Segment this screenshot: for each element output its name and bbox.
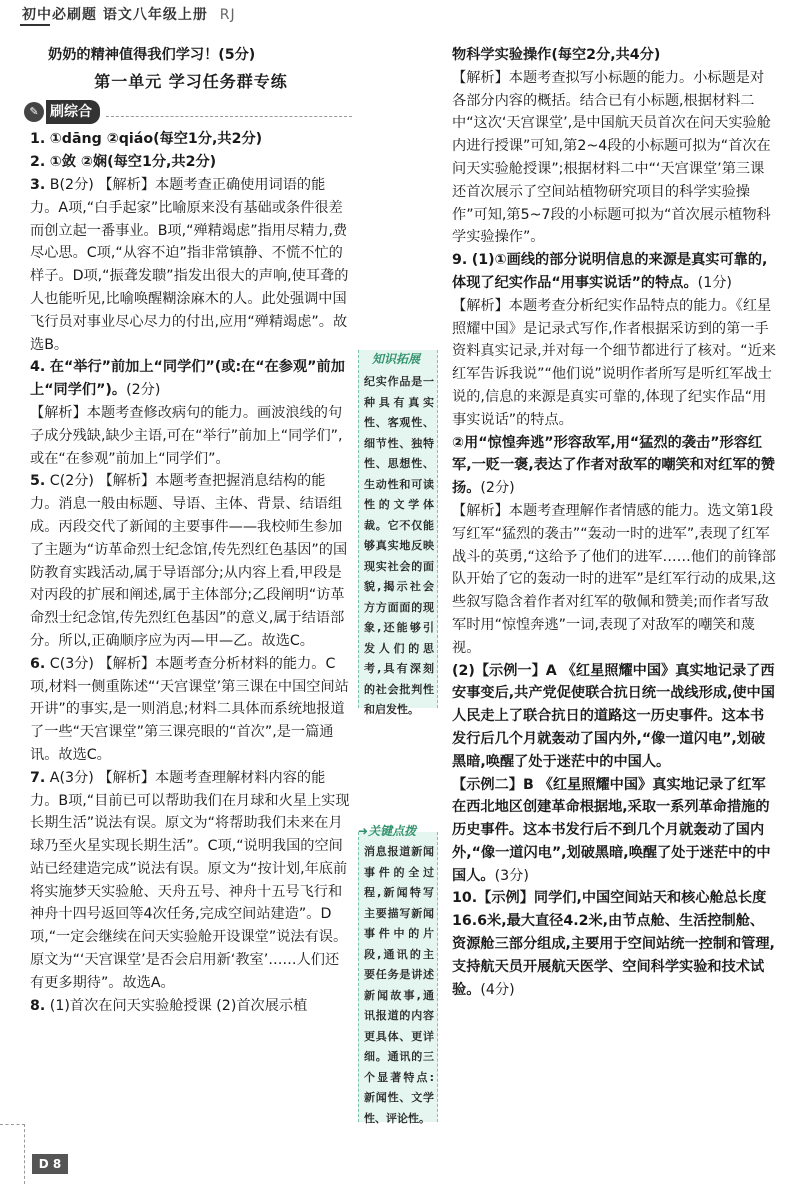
q-top-line: 奶奶的精神值得我们学习！(5分) — [48, 47, 256, 63]
answer-9-example-1: (2)【示例一】A 《红星照耀中国》真实地记录了西安事变后,共产党促使联合抗日统一战线形成,使中国人民走上了联合抗日的道路这一历史事件。这本书发行后几个月就轰动了国内外,“像一道闪电”,划破黑暗,唤醒了处于迷茫中的中国人。 — [452, 662, 775, 770]
answer-8: 8. (1)首次在问天实验舱授课 (2)首次展示植 — [30, 997, 308, 1014]
keypoint-box-title — [358, 822, 416, 839]
answer-2: 2. ①敛 ②娴(每空1分,共2分) — [30, 154, 217, 171]
answer-8-analysis: 【解析】本题考查拟写小标题的能力。小标题是对各部分内容的概括。结合已有小标题,根据材料二中“这次‘天宫课堂’,是中国航天员首次在问天实验舱内进行授课”可知,第2~4段的小标题可拟为“首次在问天实验舱授课”;根据材料二中“‘天宫课堂’第三课还首次展示了空间站植物研究项目的科学实验操作”可知,第5~7段的小标题可拟为“首次展示植物科学实验操作”。 — [452, 69, 771, 246]
answer-5: 5. C(2分) 【解析】本题考查把握消息结构的能力。消息一般由标题、导语、主体、背景、结语组成。丙段交代了新闻的主要事件——我校师生参加了主题为“访革命烈士纪念馆,传先烈红色基因”的国防教育实践活动,属于导语部分;从内容上看,甲段是对丙段的扩展和阐述,属于主体部分;乙段阐明“访革命烈士纪念馆,传先烈红色基因”的意义,属于结语部分。所以,正确顺序应为丙—甲—乙。故选C。 — [30, 473, 348, 649]
answer-10: 10.【示例】同学们,中国空间站天和核心舱总长度16.6米,最大直径4.2米,由节点舱、生活控制舱、资源舱三部分组成,主要用于空间站统一控制和管理,支持航天员开展航天医学、空间科学实验和技术试验。(4分) — [452, 890, 775, 998]
page-corner — [0, 1124, 25, 1184]
answer-6: 6. C(3分) 【解析】本题考查分析材料的能力。C项,材料一侧重陈述“‘天宫课堂’第三课在中国空间站开讲”的事实,是一则消息;材料二具体而系统地报道了一些“天宫课堂”第三课亮眼的“首次”,是一篇通讯。故选C。 — [30, 655, 349, 763]
answer-4-score: (2分) — [126, 382, 161, 399]
answer-7-text: A(3分) 【解析】本题考查理解材料内容的能力。B项,“目前已可以帮助我们在月球和火星上实现长期生活”说法有误。原文为“将帮助我们未来在月球乃至火星实现长期生活”。C项,“说明我国的空间站已经建造完成”说法有误。原文为“按计划,年底前将实施梦天实验舱、天舟五号、神舟十五号飞行和神舟十四号返回等4次任务,完成空间站建造”。D项,“一定会继续在问天实验舱开设课堂”说法有误。原文为“‘天宫课堂’是否会启用新‘教室’……人们还有更多期待”。故选A。 — [30, 769, 350, 991]
answer-9-1-score: (1分) — [697, 274, 732, 291]
page-number: D 8 — [32, 1154, 68, 1174]
knowledge-box-title: 知识拓展 — [372, 352, 421, 366]
answer-4-text: 在“举行”前加上“同学们”(或:在“在参观”前加上“同学们”)。 — [30, 359, 345, 399]
answer-8-cont: 物科学实验操作(每空2分,共4分) — [452, 47, 661, 63]
answer-1: 1. ①dāng ②qiáo(每空1分,共2分) — [30, 131, 263, 148]
keypoint-box-title-text: 关键点拨 — [368, 824, 417, 838]
section-badge — [24, 100, 352, 125]
answer-9-2-score: (2分) — [480, 480, 515, 497]
answer-9-1-text: (1)①画线的部分说明信息的来源是真实可靠的,体现了纪实作品“用事实说话”的特点。 — [452, 252, 768, 291]
left-column — [30, 44, 352, 1017]
answer-10-text: 【示例】同学们,中国空间站天和核心舱总长度16.6米,最大直径4.2米,由节点舱、生活控制舱、资源舱三部分组成,主要用于空间站统一控制和管理,支持航天员开展航天医学、空间科学实验和技术试验。 — [452, 890, 775, 998]
answer-4-analysis: 【解析】本题考查修改病句的能力。画波浪线的句子成分残缺,缺少主语,可在“举行”前加上“同学们”,或在“在参观”前加上“同学们”。 — [30, 404, 343, 467]
answer-6-text: C(3分) 【解析】本题考查分析材料的能力。C项,材料一侧重陈述“‘天宫课堂’第三课在中国空间站开讲”的事实,是一则消息;材料二具体而系统地报道了一些“天宫课堂”第三课亮眼的“首次”,是一篇通讯。故选C。 — [30, 655, 349, 763]
answer-8-text: (1)首次在问天实验舱授课 (2)首次展示植 — [49, 997, 308, 1014]
arrow-icon: ➜ — [358, 824, 369, 838]
answer-10-score: (4分) — [480, 981, 515, 998]
right-column — [452, 44, 777, 1001]
answer-9-1: 9. (1)①画线的部分说明信息的来源是真实可靠的,体现了纪实作品“用事实说话”的特点。(1分) — [452, 252, 768, 291]
section-divider — [106, 106, 352, 117]
answer-3-text: B(2分) 【解析】本题考查正确使用词语的能力。A项,“白手起家”比喻原来没有基础或条件很差而创立起一番事业。B项,“殚精竭虑”指用尽精力,费尽心思。C项,“从容不迫”指非常镇静、不慌不忙的样子。D项,“振聋发聩”指发出很大的声响,使耳聋的人也能听见,比喻唤醒糊涂麻木的人。此处强调中国飞行员对事业尽心尽力的付出,应用“殚精竭虑”。故选B。 — [30, 176, 349, 353]
answer-9-2 — [452, 432, 777, 500]
answer-9-2-analysis: 【解析】本题考查理解作者情感的能力。选文第1段写红军“猛烈的袭击”“轰动一时的进军”,表现了红军战斗的英勇,“这给予了他们的进军……他们的前锋部队开始了它的轰动一时的进军”是红军行动的成果,这些叙写隐含着作者对红军的敬佩和赞美;而作者写敌军时用“惊惶奔逃”一词,表现了对敌军的嘲笑和蔑视。 — [452, 502, 776, 656]
answer-9-example-2-score: (3分) — [494, 867, 529, 884]
keypoint-box-text: 消息报道新闻事件的全过程,新闻特写主要描写新闻事件中的片段,通讯的主要任务是讲述新闻故事,通讯报道的内容更具体、更详细。通讯的三个显著特点:新闻性、文学性、评论性。 — [364, 845, 434, 1125]
section-badge-label: 刷综合 — [46, 100, 100, 125]
answer-2-text: ①敛 ②娴(每空1分,共2分) — [49, 154, 217, 171]
answer-5-text: C(2分) 【解析】本题考查把握消息结构的能力。消息一般由标题、导语、主体、背景、结语组成。丙段交代了新闻的主要事件——我校师生参加了主题为“访革命烈士纪念馆,传先烈红色基因”的国防教育实践活动,属于导语部分;从内容上看,甲段是对丙段的扩展和阐述,属于主体部分;乙段阐明“访革命烈士纪念馆,传先烈红色基因”的意义,属于结语部分。所以,正确顺序应为丙—甲—乙。故选C。 — [30, 473, 348, 649]
answer-9-2-text: ②用“惊惶奔逃”形容敌军,用“猛烈的袭击”形容红军,一贬一褒,表达了作者对敌军的嘲笑和对红军的赞扬。 — [452, 434, 775, 497]
pen-icon: ✎ — [24, 102, 44, 122]
knowledge-box-text: 纪实作品是一种具有真实性、客观性、细节性、独特性、思想性、生动性和可读性的文学体裁。它不仅能够真实地反映现实社会的面貌,揭示社会方方面面的现象,还能够引发人们的思考,具有深刻的社会批判性和启发性。 — [364, 375, 434, 716]
answer-1-text: ①dāng ②qiáo(每空1分,共2分) — [49, 131, 263, 148]
answer-9-example-2-text: 【示例二】B 《红星照耀中国》真实地记录了红军在西北地区创建革命根据地,采取一系列革命措施的历史事件。这本书发行后不到几个月就轰动了国内外,“像一道闪电”,划破黑暗,唤醒了处于迷茫中的中国人。 — [452, 776, 771, 884]
answer-9-example-2 — [452, 774, 777, 888]
answer-9-1-analysis: 【解析】本题考查分析纪实作品特点的能力。《红星照耀中国》是记录式写作,作者根据采访到的第一手资料真实记录,并对每一个细节都进行了核对。“近来红军告诉我说”“他们说”说明作者所写是听红军战士说的,信息的来源是真实可靠的,体现了纪实作品“用事实说话”的特点。 — [452, 297, 776, 428]
page-header — [22, 4, 236, 24]
header-rule — [20, 24, 50, 26]
unit-title: 第一单元 学习任务群专练 — [94, 71, 288, 91]
answer-4: 4. 在“举行”前加上“同学们”(或:在“在参观”前加上“同学们”)。(2分) — [30, 359, 345, 399]
answer-3: 3. B(2分) 【解析】本题考查正确使用词语的能力。A项,“白手起家”比喻原来没有基础或条件很差而创立起一番事业。B项,“殚精竭虑”指用尽精力,费尽心思。C项,“从容不迫”指非常镇静、不慌不忙的样子。D项,“振聋发聩”指发出很大的声响,使耳聋的人也能听见,比喻唤醒糊涂麻木的人。此处强调中国飞行员对事业尽心尽力的付出,应用“殚精竭虑”。故选B。 — [30, 176, 349, 353]
answer-7: 7. A(3分) 【解析】本题考查理解材料内容的能力。B项,“目前已可以帮助我们在月球和火星上实现长期生活”说法有误。原文为“将帮助我们未来在月球乃至火星实现长期生活”。C项,“说明我国的空间站已经建造完成”说法有误。原文为“按计划,年底前将实施梦天实验舱、天舟五号、神舟十五号飞行和神舟十四号返回等4次任务,完成空间站建造”。D项,“一定会继续在问天实验舱开设课堂”说法有误。原文为“‘天宫课堂’是否会启用新‘教室’……人们还有更多期待”。故选A。 — [30, 769, 350, 991]
header-title: 初中必刷题 语文八年级上册 — [22, 7, 208, 23]
header-edition: RJ — [219, 7, 236, 23]
